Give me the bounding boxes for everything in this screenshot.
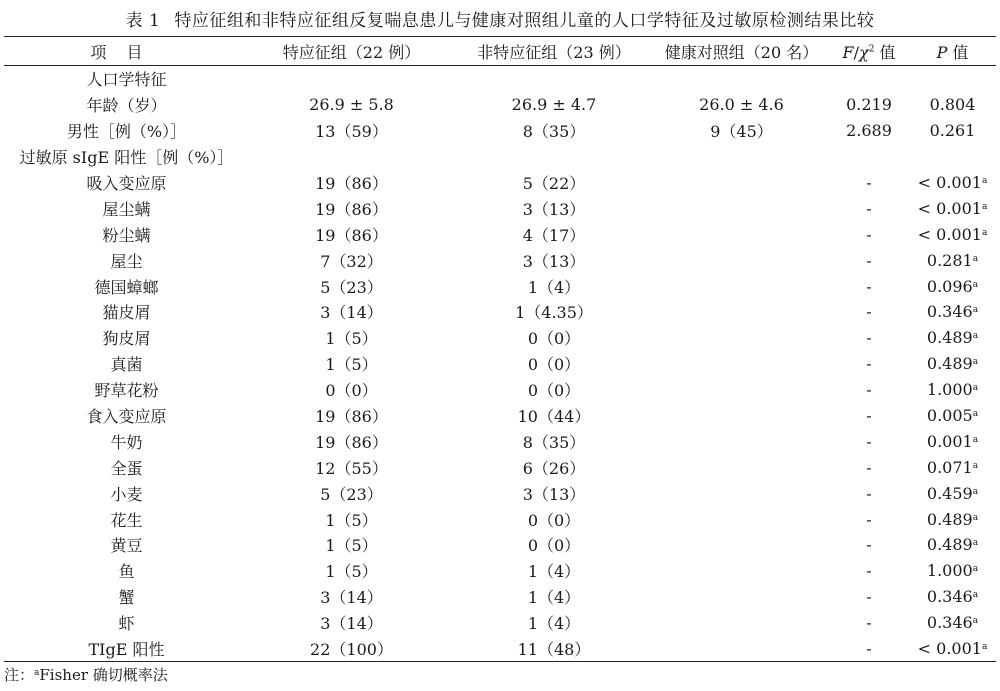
table-body (4, 66, 996, 662)
table-row (4, 144, 996, 170)
row-label: TIgE 阳性 (4, 636, 249, 662)
table-row (4, 247, 996, 273)
footnote-ref: a (972, 460, 979, 471)
cell-control (654, 403, 829, 429)
footnote-ref: a (972, 253, 979, 264)
cell-control (654, 610, 829, 636)
footnote-text: Fisher 确切概率法 (39, 666, 168, 684)
cell-nonatopic: 1（4） (527, 562, 581, 582)
cell-atopic: 1（5） (325, 355, 378, 375)
cell-stat: - (866, 354, 872, 374)
cell-control (654, 377, 829, 403)
cell-control (654, 325, 829, 351)
footnote-ref: a (972, 434, 979, 445)
table-row (4, 92, 996, 118)
table-number: 表 1 (125, 11, 161, 31)
cell-atopic: 7（32） (320, 251, 383, 271)
cell-stat: 0.219 (846, 95, 892, 115)
table-row (4, 584, 996, 610)
cell-atopic: 22（100） (249, 636, 454, 662)
table-row (4, 195, 996, 221)
cell-nonatopic: 4（17） (522, 225, 586, 245)
row-label: 年龄（岁） (86, 96, 167, 116)
cell-p: 0.804 (929, 95, 976, 115)
cell-p: 0.489$^a$ (926, 509, 979, 529)
table-row (4, 558, 996, 584)
cell-control (654, 247, 829, 273)
header-p: P 值 (909, 37, 996, 66)
row-label: 猫皮屑 (102, 303, 151, 323)
footnote-ref: a (981, 176, 988, 186)
table-row (4, 506, 996, 532)
table-row (4, 325, 996, 351)
footnote-ref: a (972, 305, 979, 316)
footnote-ref: a (972, 331, 979, 342)
table-row (4, 170, 996, 196)
row-label: 粉尘螨 (102, 225, 151, 245)
table-row (4, 221, 996, 247)
cell-nonatopic: 3（13） (522, 484, 586, 504)
header-nonatopic: 非特应征组（23 例） (454, 37, 654, 66)
footnote-ref: a (972, 512, 979, 523)
cell-atopic: 19（86） (315, 174, 388, 193)
cell-nonatopic: 11（48） (454, 636, 654, 662)
cell-stat: - (866, 250, 872, 270)
cell-p: 0.071$^a$ (926, 457, 979, 477)
table-row (4, 403, 996, 429)
cell-atopic: 13（59） (315, 122, 388, 142)
cell-p: < 0.001$^a$ (917, 198, 988, 218)
cell-control (654, 558, 829, 584)
cell-p: 0.001$^a$ (926, 431, 979, 451)
header-item: 项目 (4, 37, 249, 66)
cell-stat: - (866, 328, 872, 348)
cell-stat: - (866, 276, 872, 296)
cell-p: 0.005$^a$ (926, 406, 979, 426)
cell-atopic: 19（86） (315, 199, 388, 219)
cell-nonatopic: 10（44） (517, 407, 591, 427)
row-label: 虾 (118, 614, 135, 634)
cell-control: 26.0 ± 4.6 (699, 95, 784, 115)
cell-p: 0.459$^a$ (926, 483, 979, 503)
cell-nonatopic: 0（0） (527, 510, 581, 530)
cell-stat: - (866, 406, 872, 426)
cell-p: 0.346$^a$ (926, 613, 979, 633)
cell-p: 0.489$^a$ (926, 328, 979, 348)
table-row (4, 532, 996, 558)
cell-p (909, 144, 996, 170)
row-label: 吸入变应原 (86, 174, 167, 193)
cell-atopic: 3（14） (320, 614, 383, 634)
cell-atopic: 1（5） (325, 562, 378, 582)
cell-stat: - (866, 483, 872, 503)
footnote-mark: a (34, 668, 40, 678)
cell-nonatopic: 3（13） (522, 199, 586, 219)
row-label: 黄豆 (110, 536, 143, 556)
footnote-ref: a (972, 564, 979, 575)
row-label: 蟹 (118, 588, 135, 608)
cell-stat: - (866, 457, 872, 477)
footnote-ref: a (972, 486, 979, 497)
header-row (4, 37, 996, 66)
header-atopic: 特应征组（22 例） (249, 37, 454, 66)
cell-p: < 0.001$^a$ (917, 224, 988, 244)
row-label: 过敏原 sIgE 阳性［例（%）］ (19, 148, 234, 168)
row-label: 小麦 (110, 484, 143, 504)
cell-atopic (249, 144, 454, 170)
cell-control (654, 195, 829, 221)
cell-nonatopic: 6（26） (522, 458, 586, 478)
cell-control (654, 273, 829, 299)
cell-control (654, 170, 829, 196)
footnote-ref: a (972, 590, 979, 601)
table-row (4, 351, 996, 377)
cell-nonatopic: 5（22） (522, 174, 586, 193)
row-label: 狗皮屑 (102, 329, 151, 349)
cell-p: 0.489$^a$ (926, 354, 979, 374)
cell-atopic: 12（55） (315, 458, 388, 478)
cell-nonatopic: 0（0） (527, 381, 581, 401)
cell-control (654, 299, 829, 325)
footnote-ref: a (981, 227, 988, 238)
cell-control (654, 144, 829, 170)
footnote-ref: a (972, 616, 979, 627)
cell-p: 0.261 (929, 121, 976, 141)
cell-stat: - (866, 198, 872, 218)
row-label: 牛奶 (110, 432, 143, 452)
cell-atopic: 5（23） (320, 277, 383, 297)
table-row (4, 299, 996, 325)
row-label: 花生 (110, 510, 143, 530)
cell-p (909, 66, 996, 92)
cell-atopic: 0（0） (325, 381, 378, 401)
cell-p: < 0.001$^a$ (909, 636, 996, 662)
row-label: 人口学特征 (86, 70, 167, 90)
row-label: 真菌 (110, 355, 143, 375)
cell-p: < 0.001$^a$ (917, 173, 988, 192)
table-row (4, 480, 996, 506)
cell-control (654, 428, 829, 454)
row-label: 德国蟑螂 (94, 277, 159, 297)
cell-nonatopic (454, 144, 654, 170)
cell-control (654, 66, 829, 92)
row-label: 全蛋 (110, 458, 143, 478)
footnote-ref: a (972, 357, 979, 368)
cell-p: 1.000$^a$ (926, 561, 979, 581)
cell-nonatopic: 1（4.35） (515, 303, 593, 323)
cell-stat: - (866, 561, 872, 581)
cell-atopic: 19（86） (315, 225, 388, 245)
cell-control (654, 636, 829, 662)
cell-nonatopic: 3（13） (522, 251, 586, 271)
cell-nonatopic: 0（0） (527, 536, 581, 556)
cell-stat: - (866, 380, 872, 400)
header-control: 健康对照组（20 名） (654, 37, 829, 66)
table-row (4, 428, 996, 454)
cell-stat: - (866, 509, 872, 529)
cell-p: 0.489$^a$ (926, 535, 979, 555)
cell-stat (829, 144, 909, 170)
cell-stat: - (866, 431, 872, 451)
cell-stat: - (829, 636, 909, 662)
table-caption (0, 6, 1000, 31)
cell-control (654, 584, 829, 610)
footnote-ref: a (972, 383, 979, 394)
footnote-ref: a (972, 538, 979, 549)
cell-control (654, 532, 829, 558)
cell-stat (829, 66, 909, 92)
cell-atopic (249, 66, 454, 92)
cell-control (654, 221, 829, 247)
cell-stat: - (866, 224, 872, 244)
cell-atopic: 3（14） (320, 303, 383, 323)
cell-control (654, 506, 829, 532)
data-table (4, 36, 996, 662)
table-row (4, 118, 996, 144)
cell-nonatopic: 1（4） (527, 614, 581, 634)
table-row (4, 454, 996, 480)
cell-stat: - (866, 535, 872, 555)
footnote-ref: a (972, 279, 979, 290)
cell-nonatopic (454, 66, 654, 92)
footnote: 注：$^a$Fisher 确切概率法 (4, 666, 168, 684)
cell-control (654, 480, 829, 506)
cell-nonatopic: 26.9 ± 4.7 (511, 95, 597, 115)
table-row (4, 636, 996, 662)
cell-atopic: 19（86） (315, 432, 388, 452)
footnote-ref: a (981, 201, 988, 212)
row-label: 男性［例（%）］ (66, 122, 187, 142)
cell-nonatopic: 0（0） (527, 355, 581, 375)
table-title: 特应征组和非特应征组反复喘息患儿与健康对照组儿童的人口学特征及过敏原检测结果比较 (174, 11, 875, 31)
cell-atopic: 19（86） (315, 407, 388, 427)
table-row (4, 377, 996, 403)
row-label: 鱼 (118, 562, 135, 582)
cell-control (654, 454, 829, 480)
table-row (4, 273, 996, 299)
cell-stat: - (866, 613, 872, 633)
cell-nonatopic: 1（4） (527, 588, 581, 608)
row-label: 屋尘螨 (102, 199, 151, 219)
cell-p: 0.346$^a$ (926, 302, 979, 322)
cell-p: 0.346$^a$ (926, 587, 979, 607)
row-label: 屋尘 (110, 251, 143, 271)
cell-atopic: 26.9 ± 5.8 (309, 95, 394, 115)
cell-stat: - (866, 173, 872, 192)
header-stat: $F/\chi^2$ 值 (829, 37, 909, 66)
row-label: 食入变应原 (86, 407, 167, 427)
cell-stat: - (866, 302, 872, 322)
footnote-ref: a (981, 642, 988, 653)
cell-nonatopic: 0（0） (527, 329, 581, 349)
cell-p: 0.281$^a$ (926, 250, 979, 270)
cell-stat: 2.689 (846, 121, 892, 141)
cell-atopic: 1（5） (325, 510, 378, 530)
table-row (4, 610, 996, 636)
cell-nonatopic: 8（35） (522, 432, 586, 452)
cell-nonatopic: 1（4） (527, 277, 581, 297)
cell-atopic: 1（5） (325, 536, 378, 556)
cell-atopic: 1（5） (325, 329, 378, 349)
cell-control (654, 351, 829, 377)
cell-stat: - (866, 587, 872, 607)
cell-nonatopic: 8（35） (522, 122, 586, 142)
cell-atopic: 3（14） (320, 588, 383, 608)
cell-p: 0.096$^a$ (926, 276, 979, 296)
cell-atopic: 5（23） (320, 484, 383, 504)
row-label: 野草花粉 (94, 381, 159, 401)
table-row (4, 66, 996, 92)
cell-control: 9（45） (710, 122, 773, 142)
cell-p: 1.000$^a$ (926, 380, 979, 400)
footnote-ref: a (972, 409, 979, 420)
